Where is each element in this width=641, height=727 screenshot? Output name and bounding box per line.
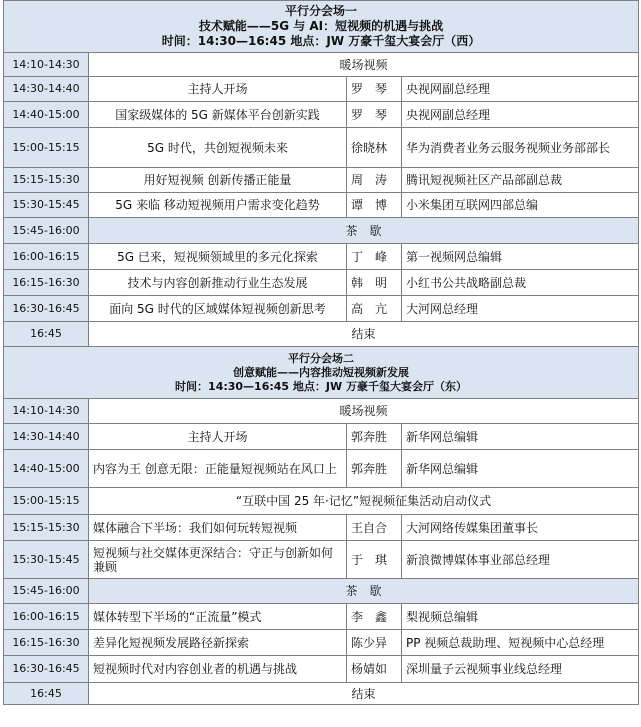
- role-cell: 小米集团互联网四部总编: [402, 193, 639, 218]
- speaker-cell: 郭奔胜: [347, 450, 402, 488]
- tea-break-cell: 茶 歇: [89, 579, 639, 604]
- time-cell: 15:15-15:30: [4, 515, 89, 541]
- agenda-row: [4, 683, 639, 705]
- time-cell: 15:30-15:45: [4, 193, 89, 218]
- topic-cell: 主持人开场: [89, 424, 347, 450]
- topic-cell: 媒体融合下半场：我们如何玩转短视频: [89, 515, 347, 541]
- agenda-row: [4, 488, 639, 515]
- topic-cell: 面向 5G 时代的区域媒体短视频创新思考: [89, 296, 347, 322]
- speaker-cell: 王自合: [347, 515, 402, 541]
- agenda-row: [4, 541, 639, 579]
- topic-cell: 媒体转型下半场的“正流量”模式: [89, 604, 347, 630]
- time-cell: 16:00-16:15: [4, 604, 89, 630]
- time-cell: 15:00-15:15: [4, 488, 89, 515]
- agenda-row: [4, 322, 639, 347]
- session-header: [4, 347, 639, 399]
- time-cell: 16:00-16:15: [4, 244, 89, 270]
- agenda-row: [4, 244, 639, 270]
- session-title: 平行分会场一: [285, 4, 358, 18]
- time-cell: 15:00-15:15: [4, 128, 89, 168]
- role-cell: 小红书公共战略副总裁: [402, 270, 639, 296]
- role-cell: 腾讯短视频社区产品部副总裁: [402, 168, 639, 193]
- span-cell: 暖场视频: [89, 399, 639, 424]
- topic-cell: 5G 来临 移动短视频用户需求变化趋势: [89, 193, 347, 218]
- speaker-cell: 丁 峰: [347, 244, 402, 270]
- agenda-row: [4, 102, 639, 128]
- time-cell: 16:15-16:30: [4, 630, 89, 656]
- time-cell: 14:30-14:40: [4, 424, 89, 450]
- agenda-row: [4, 515, 639, 541]
- agenda-sheet: [3, 0, 638, 705]
- speaker-cell: 高 亢: [347, 296, 402, 322]
- topic-cell: 内容为王 创意无限：正能量短视频站在风口上: [89, 450, 347, 488]
- agenda-row: [4, 450, 639, 488]
- agenda-row: [4, 604, 639, 630]
- speaker-cell: 谭 博: [347, 193, 402, 218]
- topic-cell: 短视频与社交媒体更深结合：守正与创新如何兼顾: [89, 541, 347, 579]
- role-cell: 新华网总编辑: [402, 424, 639, 450]
- agenda-row: [4, 193, 639, 218]
- role-cell: 大河网总经理: [402, 296, 639, 322]
- session-header-cell: [4, 347, 639, 399]
- span-cell: “互联中国 25 年·记忆”短视频征集活动启动仪式: [89, 488, 639, 515]
- time-cell: 14:40-15:00: [4, 450, 89, 488]
- speaker-cell: 陈少异: [347, 630, 402, 656]
- agenda-row: [4, 399, 639, 424]
- time-cell: 15:45-16:00: [4, 579, 89, 604]
- time-cell: 16:15-16:30: [4, 270, 89, 296]
- agenda-row: [4, 579, 639, 604]
- speaker-cell: 李 鑫: [347, 604, 402, 630]
- agenda-row: [4, 128, 639, 168]
- topic-cell: 用好短视频 创新传播正能量: [89, 168, 347, 193]
- agenda-row: [4, 656, 639, 683]
- speaker-cell: 韩 明: [347, 270, 402, 296]
- role-cell: 第一视频网总编辑: [402, 244, 639, 270]
- time-cell: 16:45: [4, 683, 89, 705]
- session-info: 时间：14:30—16:45 地点：JW 万豪千玺大宴会厅（西）: [161, 34, 481, 48]
- role-cell: 深圳量子云视频事业线总经理: [402, 656, 639, 683]
- time-cell: 15:15-15:30: [4, 168, 89, 193]
- topic-cell: 5G 已来，短视频领域里的多元化探索: [89, 244, 347, 270]
- agenda-row: [4, 630, 639, 656]
- span-cell: 结束: [89, 322, 639, 347]
- agenda-row: [4, 296, 639, 322]
- topic-cell: 短视频时代对内容创业者的机遇与挑战: [89, 656, 347, 683]
- topic-cell: 技术与内容创新推动行业生态发展: [89, 270, 347, 296]
- topic-cell: 5G 时代，共创短视频未来: [89, 128, 347, 168]
- session-title: 平行分会场二: [288, 351, 354, 365]
- span-cell: 结束: [89, 683, 639, 705]
- time-cell: 15:30-15:45: [4, 541, 89, 579]
- time-cell: 14:10-14:30: [4, 53, 89, 77]
- speaker-cell: 杨婧如: [347, 656, 402, 683]
- time-cell: 14:10-14:30: [4, 399, 89, 424]
- session-subtitle: 创意赋能——内容推动短视频新发展: [233, 365, 409, 379]
- topic-cell: 国家级媒体的 5G 新媒体平台创新实践: [89, 102, 347, 128]
- agenda-row: [4, 77, 639, 102]
- speaker-cell: 徐晓林: [347, 128, 402, 168]
- role-cell: PP 视频总裁助理、短视频中心总经理: [402, 630, 639, 656]
- session-header-cell: [4, 1, 639, 53]
- role-cell: 梨视频总编辑: [402, 604, 639, 630]
- speaker-cell: 于 琪: [347, 541, 402, 579]
- agenda-table: [3, 0, 639, 705]
- topic-cell: 主持人开场: [89, 77, 347, 102]
- time-cell: 16:30-16:45: [4, 656, 89, 683]
- role-cell: 大河网络传媒集团董事长: [402, 515, 639, 541]
- speaker-cell: 周 涛: [347, 168, 402, 193]
- time-cell: 16:30-16:45: [4, 296, 89, 322]
- speaker-cell: 罗 琴: [347, 77, 402, 102]
- agenda-row: [4, 270, 639, 296]
- topic-cell: 差异化短视频发展路径新探索: [89, 630, 347, 656]
- agenda-row: [4, 218, 639, 244]
- agenda-row: [4, 168, 639, 193]
- session-info: 时间：14:30—16:45 地点：JW 万豪千玺大宴会厅（东）: [175, 379, 467, 393]
- span-cell: 暖场视频: [89, 53, 639, 77]
- session-subtitle: 技术赋能——5G 与 AI：短视频的机遇与挑战: [198, 19, 444, 33]
- speaker-cell: 郭奔胜: [347, 424, 402, 450]
- role-cell: 央视网副总经理: [402, 102, 639, 128]
- role-cell: 央视网副总经理: [402, 77, 639, 102]
- time-cell: 14:40-15:00: [4, 102, 89, 128]
- time-cell: 15:45-16:00: [4, 218, 89, 244]
- agenda-row: [4, 53, 639, 77]
- role-cell: 新华网总编辑: [402, 450, 639, 488]
- role-cell: 华为消费者业务云服务视频业务部部长: [402, 128, 639, 168]
- role-cell: 新浪微博媒体事业部总经理: [402, 541, 639, 579]
- time-cell: 16:45: [4, 322, 89, 347]
- tea-break-cell: 茶 歇: [89, 218, 639, 244]
- time-cell: 14:30-14:40: [4, 77, 89, 102]
- speaker-cell: 罗 琴: [347, 102, 402, 128]
- session-header: [4, 1, 639, 53]
- agenda-row: [4, 424, 639, 450]
